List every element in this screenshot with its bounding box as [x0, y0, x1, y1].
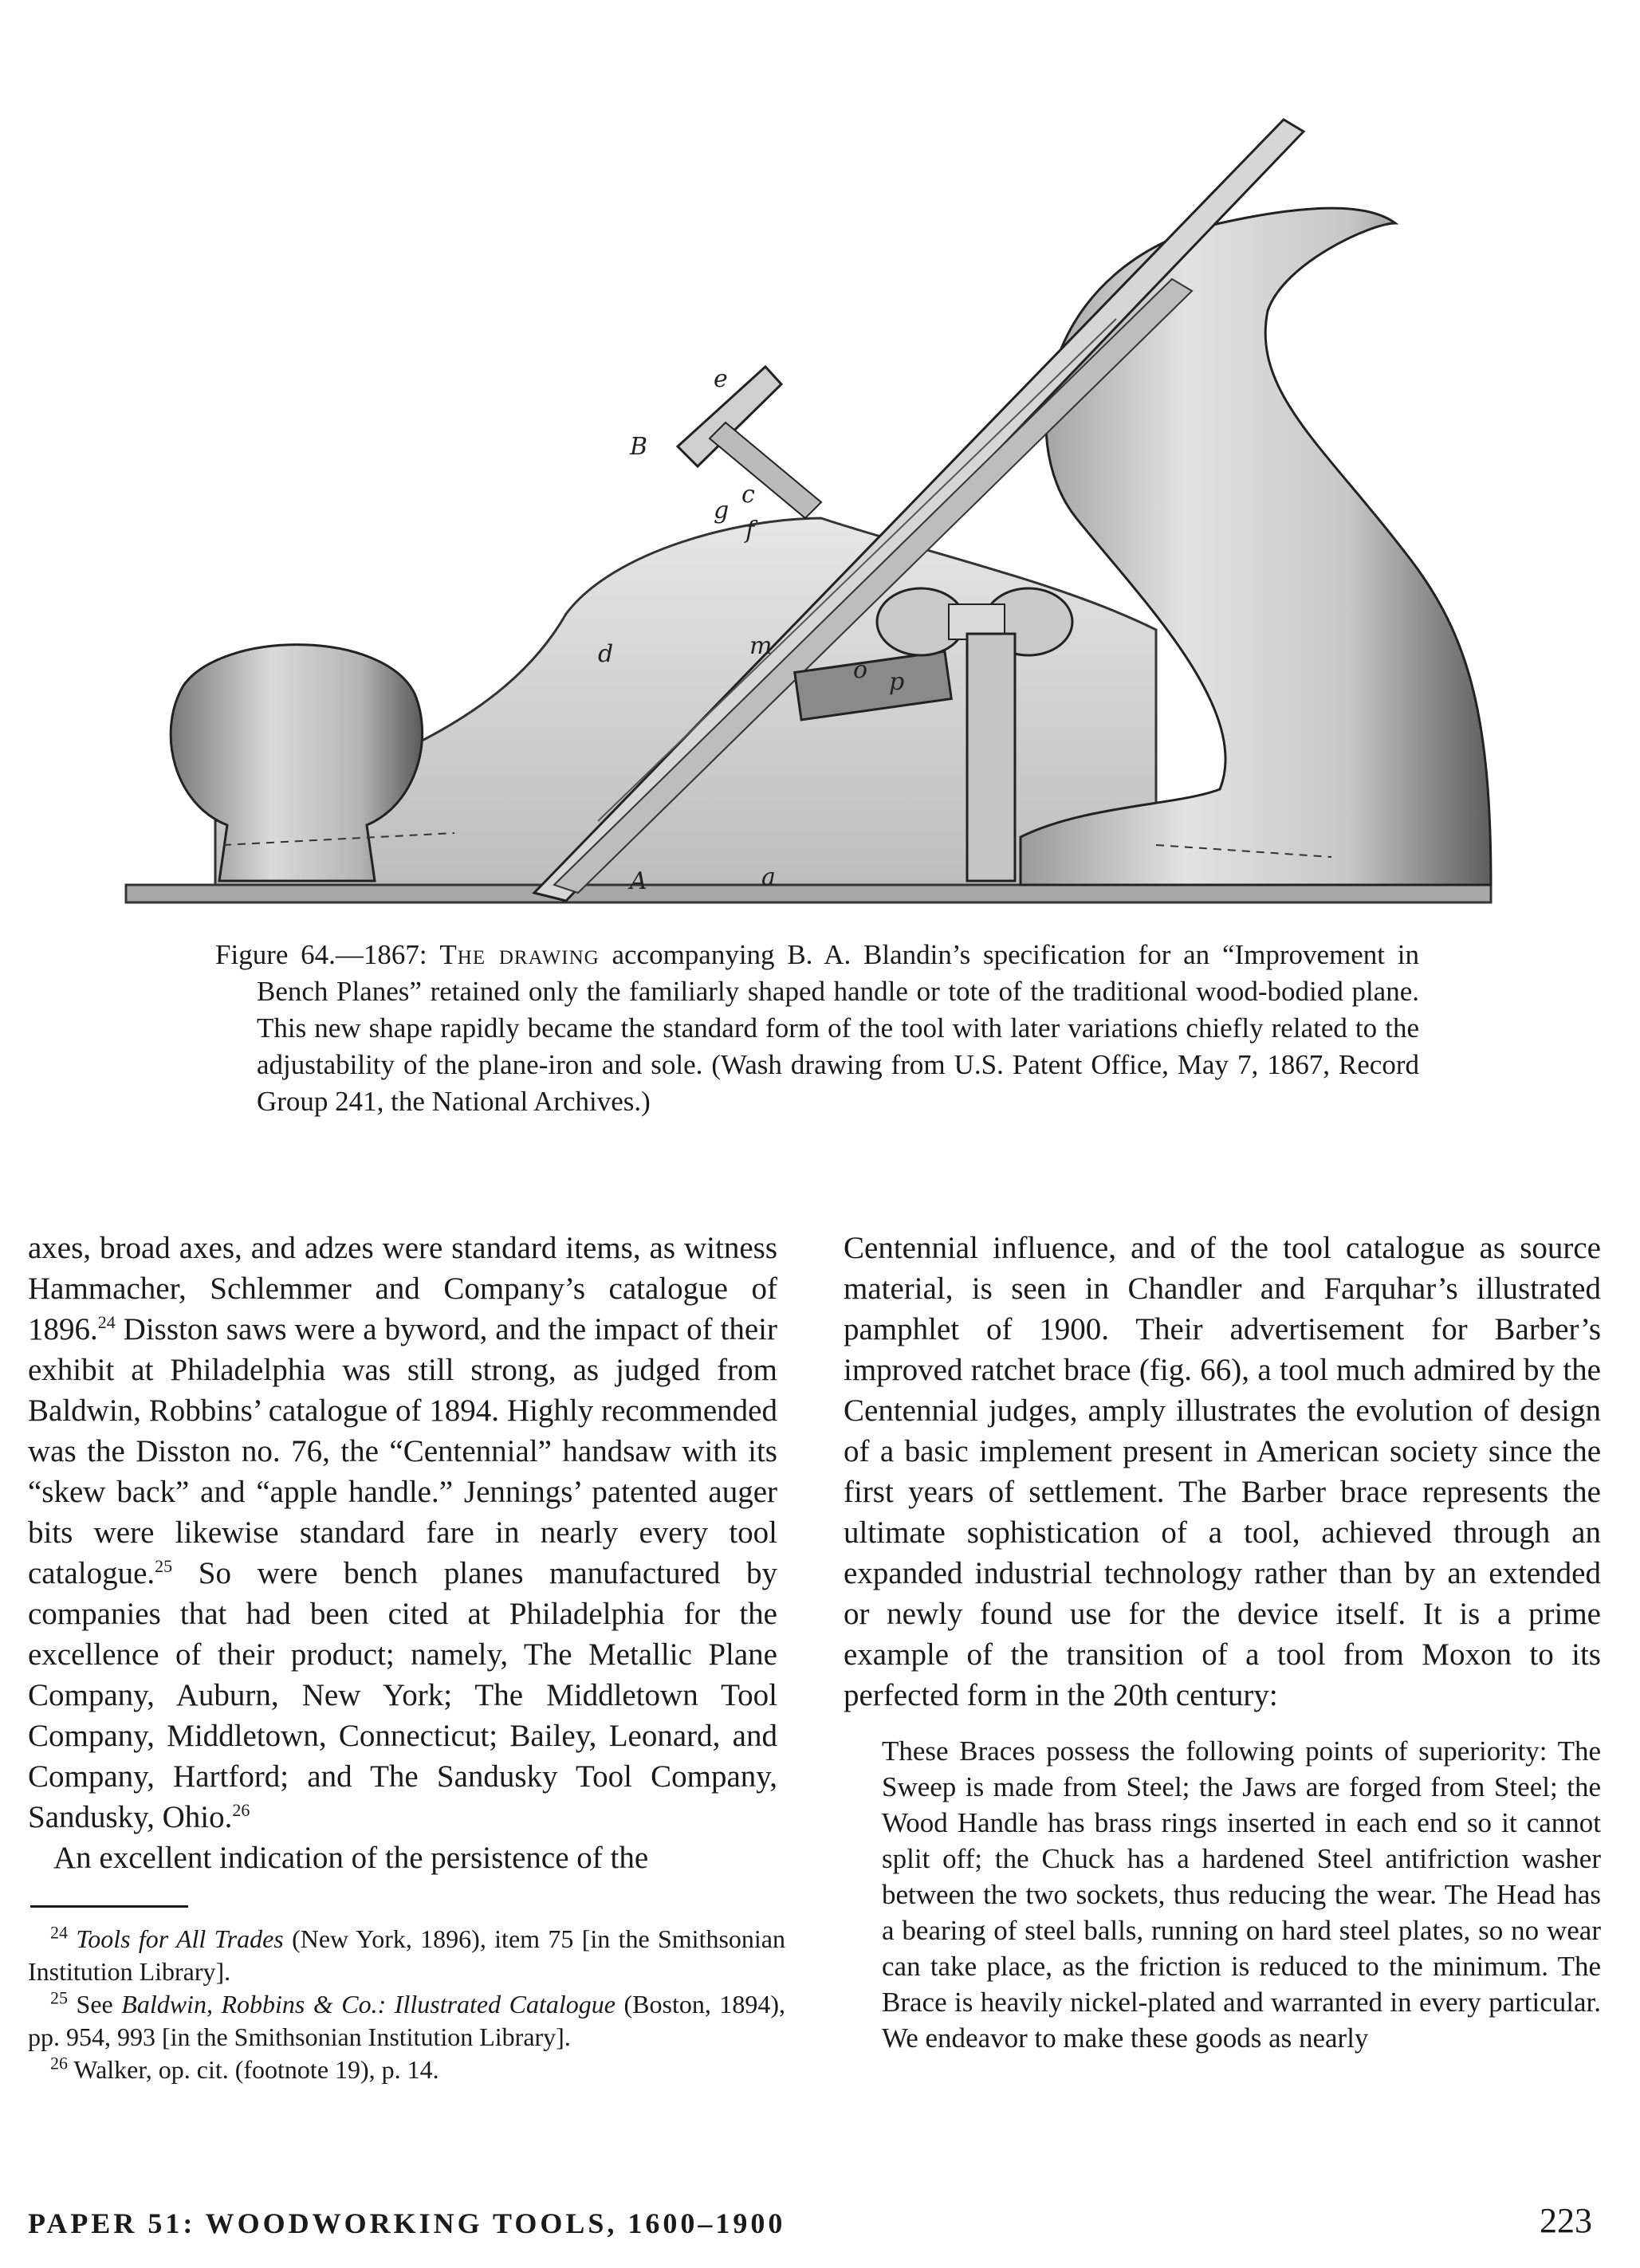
right-paragraph-1: Centennial influence, and of the tool catalogue as source material, is seen in Chandler and Farquhar’s illustrated pamphlet of 1900. Their advertisement for Barber’s improved ratchet brace (fig. 66), a tool much admired by the Centennial judges, amply illustrates the evolution of design of a basic implement present in American society since the first years of settlement. The Barber brace represents the ultimate sophistication of a tool, achieved through an expanded industrial technology rather than by an extended or newly found use for the device itself. It is a prime example of the transition of a tool from Moxon to its perfected form in the 20th century: — [844, 1231, 1601, 1712]
drawing-letter: d — [598, 640, 614, 668]
footnote-number: 25 — [50, 1987, 68, 2008]
drawing-letter: a — [761, 863, 776, 891]
drawing-letter: f — [745, 517, 755, 544]
footnote-text: (Boston, 1894), pp. 954, 993 [in the Smithsonian Institution Library]. — [28, 1990, 786, 2051]
footnote-ref-26[interactable]: 26 — [232, 1800, 250, 1820]
footnote-26 — [28, 2054, 785, 2086]
left-paragraph-1 — [28, 1228, 777, 1838]
footnote-number: 24 — [50, 1922, 68, 1943]
left-p1-a: axes, broad axes, and adzes were standard items, as witness Hammacher, Schlemmer and Company’s catalogue of 1896. — [28, 1231, 777, 1346]
drawing-letter: p — [889, 668, 905, 696]
block-quote: These Braces possess the following points of superiority: The Sweep is made from Steel; the Jaws are forged from Steel; the Wood Handle has brass rings inserted in each end so it cannot split off; the Chuck has a hardened Steel antifriction washer between the two sockets, thus reducing the wear. The Head has a bearing of steel balls, running on hard steel plates, so no wear can take place, as the friction is reduced to the minimum. The Brace is heavily nickel-plated and warranted in every particular. We endeavor to make these goods as nearly — [882, 1735, 1601, 2054]
footnote-title: Tools for All Trades — [76, 1924, 284, 1953]
footnotes — [28, 1923, 785, 2086]
left-p1-c: So were bench planes manufactured by companies that had been cited at Philadelphia for the excellence of their product; namely, The Metallic Plane Company, Auburn, New York; The Middletown Tool Company, Middletown, Connecticut; Bailey, Leonard, and Company, Hartford; and The Sandusky Tool Company, Sandusky, Ohio. — [28, 1556, 777, 1834]
drawing-letter: g — [714, 497, 730, 525]
caption-smallcaps: The drawing — [439, 939, 600, 970]
left-p1-b: Disston saws were a byword, and the impact of their exhibit at Philadelphia was still strong, as judged from Baldwin, Robbins’ catalogue of 1894. Highly recommended was the Disston no. 76, the “Centennial” handsaw with its “skew back” and “apple handle.” Jennings’ patented auger bits were likewise standard fare in nearly every tool catalogue. — [28, 1312, 777, 1590]
caption-text: accompanying B. A. Blandin’s specification for an “Improvement in Bench Planes” retained only the familiarly shaped handle or tote of the traditional wood-bodied plane. This new shape rapidly became the standard form of the tool with later variations chiefly related to the adjustability of the plane-iron and sole. (Wash drawing from U.S. Patent Office, May 7, 1867, Record Group 241, the National Archives.) — [257, 939, 1420, 1117]
footnote-divider — [30, 1905, 188, 1908]
plane-sole — [126, 885, 1491, 902]
drawing-letter: c — [741, 481, 755, 509]
left-column — [28, 1228, 777, 1878]
figure-caption — [215, 937, 1419, 1120]
drawing-letter: m — [749, 632, 773, 660]
right-column — [844, 1228, 1601, 2056]
figure-64-drawing — [120, 104, 1499, 909]
footnote-prefix: See — [76, 1990, 122, 2018]
running-head: PAPER 51: WOODWORKING TOOLS, 1600–1900 — [28, 2207, 786, 2239]
footnote-ref-25[interactable]: 25 — [155, 1556, 173, 1576]
footnote-25 — [28, 1988, 785, 2054]
drawing-letter: e — [714, 365, 728, 393]
drawing-letter: B — [630, 433, 648, 461]
footnote-24 — [28, 1923, 785, 1988]
footnote-ref-24[interactable]: 24 — [97, 1312, 116, 1332]
left-paragraph-2: An excellent indication of the persistence of the — [53, 1841, 649, 1875]
footnote-text: Walker, op. cit. (footnote 19), p. 14. — [73, 2055, 439, 2084]
footnote-text: (New York, 1896), item 75 [in the Smithsonian Institution Library]. — [28, 1924, 786, 1986]
drawing-letter: o — [853, 656, 868, 684]
footnote-number: 26 — [50, 2053, 68, 2073]
footnote-title: Baldwin, Robbins & Co.: Illustrated Catalogue — [121, 1990, 615, 2018]
page-number: 223 — [1540, 2201, 1592, 2240]
drawing-letter: A — [630, 867, 647, 895]
figure-label: Figure 64.—1867: — [215, 939, 427, 970]
